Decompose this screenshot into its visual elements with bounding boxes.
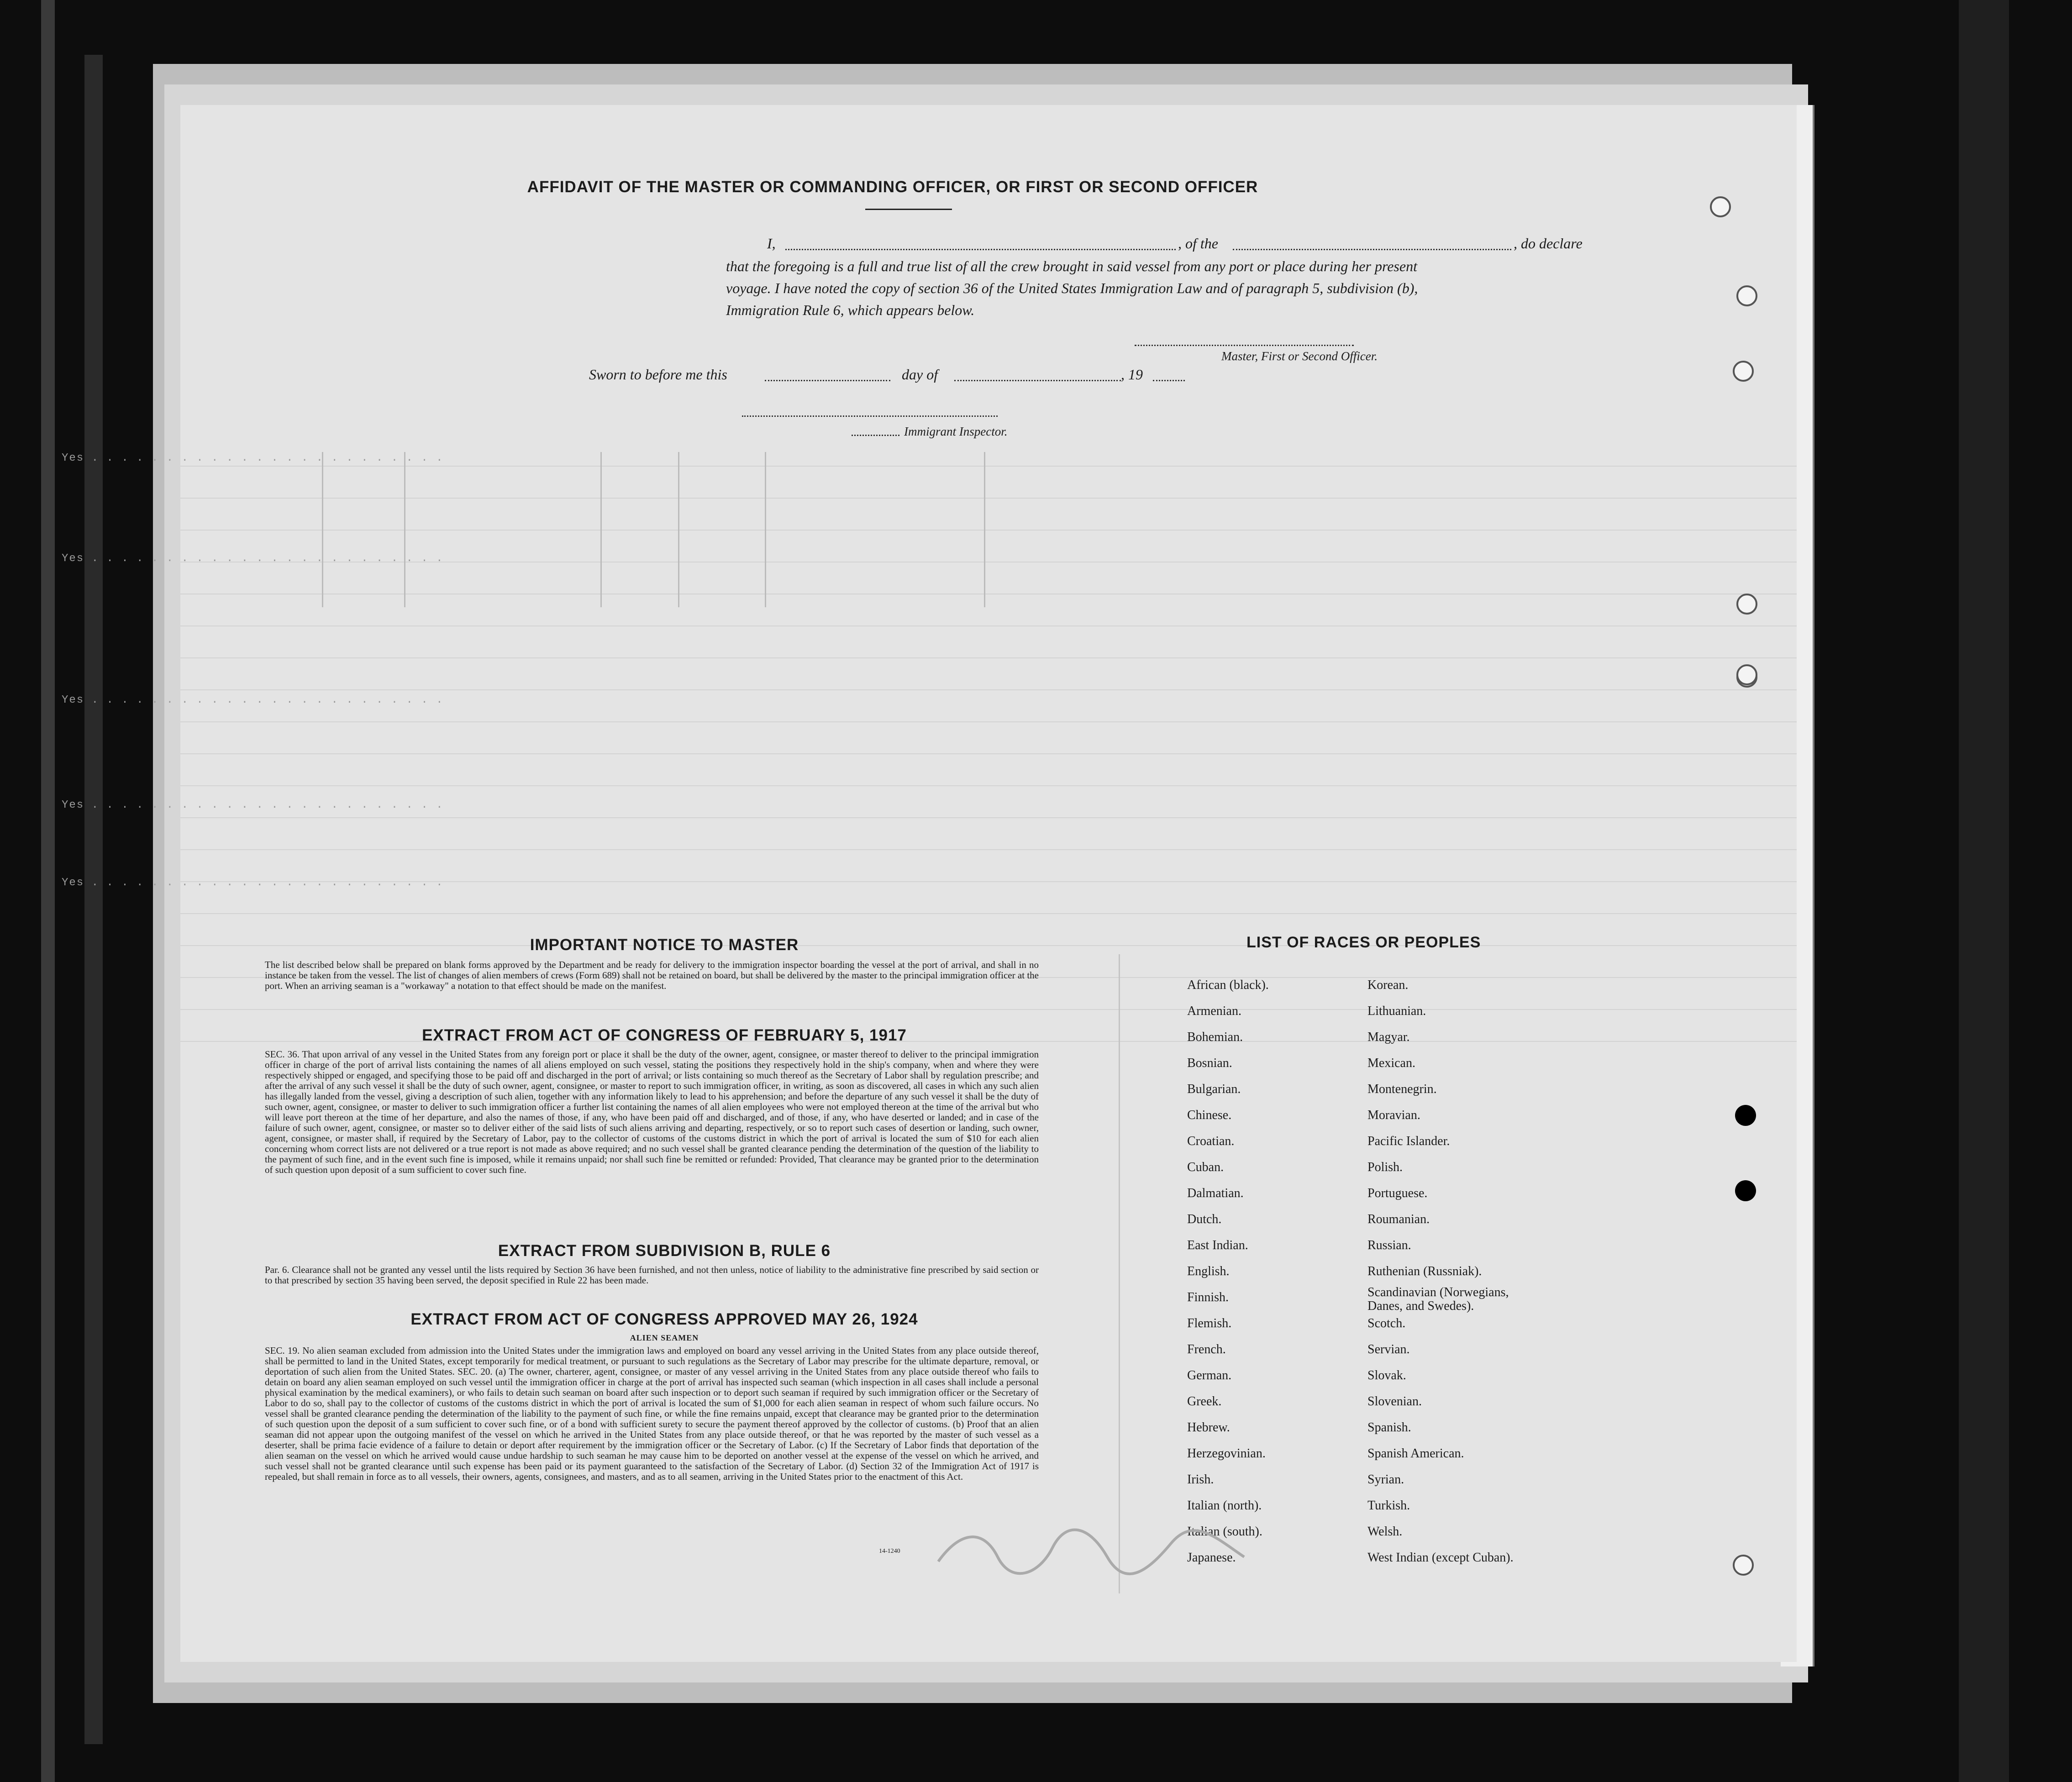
inspector-short-line [852, 435, 899, 436]
race-item: Russian. [1367, 1238, 1411, 1252]
punch-hole [1735, 1180, 1756, 1201]
ring-hole [1736, 285, 1757, 306]
inspector-signature-line [742, 415, 998, 417]
form-number: 14-1240 [879, 1548, 900, 1555]
ring-hole [1733, 361, 1754, 382]
race-item: Herzegovinian. [1187, 1446, 1266, 1461]
race-item: German. [1187, 1368, 1232, 1382]
race-item: English. [1187, 1264, 1230, 1278]
inspector-label: Immigrant Inspector. [904, 425, 1008, 438]
extract-1917-title: EXTRACT FROM ACT OF CONGRESS OF FEBRUARY 5, 1917 [422, 1026, 907, 1044]
bleed-through-row: Yes . . . . . . . . . . . . . . . . . . . . . . . . [62, 552, 444, 565]
race-item: Cuban. [1187, 1160, 1224, 1174]
race-item: Welsh. [1367, 1524, 1403, 1539]
race-item: Spanish. [1367, 1420, 1411, 1435]
extract-rule6-title: EXTRACT FROM SUBDIVISION B, RULE 6 [498, 1242, 831, 1260]
alien-seamen-subtitle: ALIEN SEAMEN [630, 1333, 699, 1342]
ruled-row [180, 785, 1797, 786]
ruled-row [180, 817, 1797, 818]
race-item: Finnish. [1187, 1290, 1229, 1304]
ring-hole [1736, 664, 1757, 685]
column-guide [984, 452, 985, 607]
affidavit-line-3: voyage. I have noted the copy of section 36 of the United States Immigration Law and of paragraph 5, subdivision (b), [726, 280, 1418, 296]
column-guide [765, 452, 766, 607]
film-edge-left-2 [84, 55, 103, 1744]
ruled-row [180, 1009, 1797, 1010]
column-guide [678, 452, 679, 607]
race-item: Syrian. [1367, 1472, 1404, 1487]
column-guide [600, 452, 602, 607]
race-item: East Indian. [1187, 1238, 1248, 1252]
race-item: Spanish American. [1367, 1446, 1464, 1461]
ruled-row [180, 721, 1797, 722]
race-item: Irish. [1187, 1472, 1214, 1487]
race-item: Lithuanian. [1367, 1004, 1426, 1018]
name-blank [785, 249, 1176, 250]
title-rule [865, 209, 952, 210]
race-item: Servian. [1367, 1342, 1410, 1356]
column-guide [322, 452, 323, 607]
race-item: Italian (south). [1187, 1524, 1262, 1539]
race-item: Dutch. [1187, 1212, 1222, 1226]
film-edge-right [1959, 0, 2009, 1782]
ring-hole [1736, 594, 1757, 615]
race-item: Slovak. [1367, 1368, 1406, 1382]
bleed-through-row: Yes . . . . . . . . . . . . . . . . . . . . . . . . [62, 877, 444, 889]
race-item: Magyar. [1367, 1030, 1410, 1044]
race-item: Polish. [1367, 1160, 1403, 1174]
race-item: Hebrew. [1187, 1420, 1230, 1435]
race-item: Roumanian. [1367, 1212, 1430, 1226]
ruled-row [180, 849, 1797, 850]
ruled-row [180, 530, 1797, 531]
race-item: Bosnian. [1187, 1056, 1232, 1070]
manifest-page: AFFIDAVIT OF THE MASTER OR COMMANDING OFFICER, OR FIRST OR SECOND OFFICER I, , of the , do declare that the foregoing is a full and true list of all the crew brought in said vessel from any port or place during her present voyage. I have noted the copy of section 36 of the United States Immigration Law and of paragraph 5, subdivision (b), Immigration Rule 6, which appears below. Master, First or Second Officer. Sworn to before me this day of , 19 Immigrant Inspector. Yes . . . . . . . . . . . . . . . . . . . . . . . . Yes . . . . . . . . . . . . . . . . . . . . . . . . Yes . . . . . . . . . . . . . . . . . . . . . . . . Yes . . . . . . . . . . . . . . . . . . . . . . . . Yes . . . . . . . . . . . . . . . . . . . . . . . . IMPORTANT NOTICE TO MASTER The list described below shall be prepared on blank forms approved by the Department and be ready for delivery to the immigration inspector boarding the vessel at the port of arrival, and shall in no instance be taken from the vessel. The list of changes of alien members of crews (Form 689) shall not be retained on board, but shall be delivered by the master to the principal immigration officer at the port. When an arriving seaman is a "workaway" a notation to that effect should be made on the manifest. EXTRACT FROM ACT OF CONGRESS OF FEBRUARY 5, 1917 SEC. 36. That upon arrival of any vessel in the United States from any foreign port or place it shall be the duty of the owner, agent, consignee, or master thereof to deliver to the principal immigration officer in charge of the port of arrival lists containing the names of all aliens employed on such vessel, stating the positions they respectively hold in the ship's company, when and where they were respectively shipped or engaged, and specifying those to be paid off and discharged in the port of arrival; or lists containing so much thereof as the Secretary of Labor shall by regulation prescribe; and after the arrival of any such vessel it shall be the duty of such owner, agent, consignee, or master to report to such immigration officer, in writing, as soon as discovered, all cases in which any such alien has illegally landed from the vessel, giving a description of such alien, together with any information likely to lead to his apprehension; and before the departure of any such vessel it shall be the duty of such owner, agent, consignee, or master to deliver to such immigration officer a further list containing the names of all alien employees who were not employed thereon at the time of the arrival but who will leave port thereon at the time of her departure, and also the names of those, if any, who have been paid off and discharged, and of those, if any, who have deserted or landed; and in case of the failure of such owner, agent, consignee, or master so to deliver either of the said lists of such aliens arriving and departing, respectively, or so to report such cases of desertion or landing, such owner, agent, consignee, or master shall, if required by the Secretary of Labor, pay to the collector of customs of the customs district in which the port of arrival is located the sum of $10 for each alien concerning whom correct lists are not delivered or a true report is not made as above required; and no such vessel shall be granted clearance pending the determination of the question of the liability to the payment of such fine, and in the event such fine is imposed, while it remains unpaid; nor shall such fine be remitted or refunded: Provided, That clearance may be granted prior to the determination of such question upon deposit of a sum sufficient to cover such fine. EXTRACT FROM SUBDIVISION B, RULE 6 Par. 6. Clearance shall not be granted any vessel until the lists required by Section 36 have been furnished, and not then unless, notice of liability to the administrative fine prescribed by said section or to that prescribed by section 35 having been served, the deposit specified in Rule 22 has been made. EXTRACT FROM ACT OF CONGRESS APPROVED MAY 26, 1924 ALIEN SEAMEN SEC. 19. No alien seaman excluded from admission into the United States under the immigration laws and employed on board any vessel arriving in the United States from any place outside thereof, shall be permitted to land in the United States, except temporarily for medical treatment, or pursuant to such regulations as the Secretary of Labor may prescribe for the ultimate departure, removal, or deportation of such alien from the United States. SEC. 20. (a) The owner, charterer, agent, consignee, or master of any vessel arriving in the United States from any place outside thereof who fails to detain on board any alien seaman employed on such vessel until the immigration officer in charge at the port of arrival has inspected such seaman (which inspection in all cases shall include a personal physical examination by the medical examiners), or who fails to detain such seaman on board after such inspection or to deport such seaman if required by such immigration officer or the Secretary of Labor to do so, shall pay to the collector of customs of the customs district in which the port of arrival is located the sum of $1,000 for each alien seaman in respect of whom such failure occurs. No vessel shall be granted clearance pending the determination of the liability to the payment of such fine, or while the fine remains unpaid, except that clearance may be granted prior to the determination of such question upon the deposit of a sum sufficient to cover such fine, or of a bond with sufficient surety to secure the payment thereof approved by the collector of customs. (b) Proof that an alien seaman did not appear upon the outgoing manifest of the vessel on which he arrived in the United States from any place outside thereof, or that he was reported by the master of such vessel as a deserter, shall be prima facie evidence of a failure to detain or deport after requirement by the immigration officer or the Secretary of Labor. (c) If the Secretary of Labor finds that deportation of the alien seaman on the vessel on which he arrived would cause undue hardship to such seaman he may cause him to be deported on another vessel at the expense of the vessel on which he arrived, and such vessel shall not be granted clearance until such expense has been paid or its payment guaranteed to the satisfaction of the Secretary of Labor. (d) Section 32 of the Immigration Act of 1917 is repealed, but shall remain in force as to all vessels, their owners, agents, consignees, and masters, and as to all seamen, arriving in the United States prior to the enactment of this Act. 14-1240 LIST OF RACES OR PEOPLES African (black). Armenian. Bohemian. Bosnian. Bulgarian. Chinese. Croatian. Cuban. Dalmatian. Dutch. East Indian. English. Finnish. Flemish. French. German. Greek. Hebrew. Herzegovinian. Irish. Italian (north). Italian (south). Japanese. Korean. Lithuanian. Magyar. Mexican. Montenegrin. Moravian. Pacific Islander. Polish. Portuguese. Roumanian. Russian. Ruthenian (Russniak). Scandinavian (Norwegians, Danes, and Swedes). Scotch. Servian. Slovak. Slovenian. Spanish. Spanish American. Syrian. Turkish. Welsh. West Indian (except Cuban). [180, 105, 1797, 1662]
extract-1917-body: SEC. 36. That upon arrival of any vessel in the United States from any foreign port or place it shall be the duty of the owner, agent, consignee, or master thereof to deliver to the principal immigration officer in charge of the port of arrival lists containing the names of all aliens employed on such vessel, stating the positions they respectively hold in the ship's company, when and where they were respectively shipped or engaged, and specifying those to be paid off and discharged in the port of arrival; or lists containing so much thereof as the Secretary of Labor shall by regulation prescribe; and after the arrival of any such vessel it shall be the duty of such owner, agent, consignee, or master to report to such immigration officer, in writing, as soon as discovered, all cases in which any such alien has illegally landed from the vessel, giving a description of such alien, together with any information likely to lead to his apprehension; and before the departure of any such vessel it shall be the duty of such owner, agent, consignee, or master to deliver to such immigration officer a further list containing the names of all alien employees who were not employed thereon at the time of the arrival but who will leave port thereon at the time of her departure, and also the names of those, if any, who have been paid off and discharged, and of those, if any, who have deserted or landed; and in case of the failure of such owner, agent, consignee, or master so to deliver either of the said lists of such aliens arriving and departing, respectively, or so to report such cases of desertion or landing, such owner, agent, consignee, or master shall, if required by the Secretary of Labor, pay to the collector of customs of the customs district in which the port of arrival is located the sum of $10 for each alien concerning whom correct lists are not delivered or a true report is not made as above required; and no such vessel shall be granted clearance pending the determination of the question of the liability to the payment of such fine, and in the event such fine is imposed, while it remains unpaid; nor shall such fine be remitted or refunded: Provided, That clearance may be granted prior to the determination of such question upon deposit of a sum sufficient to cover such fine. [265, 1049, 1039, 1175]
races-title: LIST OF RACES OR PEOPLES [1246, 934, 1481, 951]
bleed-through-row: Yes . . . . . . . . . . . . . . . . . . . . . . . . [62, 452, 444, 464]
ruled-row [180, 657, 1797, 658]
column-guide [1119, 954, 1120, 1593]
race-item: Slovenian. [1367, 1394, 1422, 1409]
affidavit-line-2: that the foregoing is a full and true list of all the crew brought in said vessel from any port or place during her present [726, 258, 1417, 274]
affidavit-title: AFFIDAVIT OF THE MASTER OR COMMANDING OFFICER, OR FIRST OR SECOND OFFICER [527, 178, 1258, 196]
race-item: Montenegrin. [1367, 1082, 1437, 1096]
ruled-row [180, 689, 1797, 690]
race-item: French. [1187, 1342, 1226, 1356]
race-item: Pacific Islander. [1367, 1134, 1450, 1148]
ruled-row [180, 913, 1797, 914]
master-label: Master, First or Second Officer. [1221, 349, 1378, 363]
bleed-through-row: Yes . . . . . . . . . . . . . . . . . . . . . . . . [62, 694, 444, 706]
ring-hole [1733, 1555, 1754, 1576]
race-item: Scotch. [1367, 1316, 1406, 1330]
race-item: Turkish. [1367, 1498, 1410, 1513]
bleed-through-row: Yes . . . . . . . . . . . . . . . . . . . . . . . . [62, 799, 444, 811]
sworn-day-blank [765, 380, 890, 381]
race-item: Scandinavian (Norwegians, Danes, and Swedes). [1367, 1285, 1509, 1313]
sworn-line: Sworn to before me this day of , 19 [589, 366, 1320, 387]
race-item: West Indian (except Cuban). [1367, 1551, 1514, 1565]
sworn-month-blank [954, 380, 1121, 381]
race-item: Ruthenian (Russniak). [1367, 1264, 1482, 1278]
master-signature-line [1135, 345, 1354, 346]
race-item: Flemish. [1187, 1316, 1232, 1330]
ruled-row [180, 753, 1797, 754]
race-item: Bulgarian. [1187, 1082, 1241, 1096]
notice-title: IMPORTANT NOTICE TO MASTER [530, 936, 799, 954]
affidavit-line-4: Immigration Rule 6, which appears below. [726, 302, 975, 318]
race-item: Armenian. [1187, 1004, 1241, 1018]
race-item: Mexican. [1367, 1056, 1415, 1070]
sworn-year-blank [1153, 380, 1185, 381]
ruled-row [180, 498, 1797, 499]
column-guide [404, 452, 405, 607]
race-item: Chinese. [1187, 1108, 1232, 1122]
race-item: Dalmatian. [1187, 1186, 1244, 1200]
race-item: African (black). [1187, 978, 1269, 992]
vessel-blank [1233, 249, 1511, 250]
signature-bleed-through [934, 1511, 1253, 1584]
race-item: Croatian. [1187, 1134, 1235, 1148]
race-item: Portuguese. [1367, 1186, 1428, 1200]
extract-rule6-body: Par. 6. Clearance shall not be granted any vessel until the lists required by Section 36 have been furnished, and not then unless, notice of liability to the administrative fine prescribed by said section or to that prescribed by section 35 having been served, the deposit specified in Rule 22 has been made. [265, 1264, 1039, 1286]
race-item: Greek. [1187, 1394, 1222, 1409]
extract-1924-title: EXTRACT FROM ACT OF CONGRESS APPROVED MAY 26, 1924 [410, 1310, 918, 1328]
punch-hole [1735, 1105, 1756, 1126]
notice-body: The list described below shall be prepared on blank forms approved by the Department and be ready for delivery to the immigration inspector boarding the vessel at the port of arrival, and shall in no instance be taken from the vessel. The list of changes of alien members of crews (Form 689) shall not be retained on board, but shall be delivered by the master to the principal immigration officer at the port. When an arriving seaman is a "workaway" a notation to that effect should be made on the manifest. [265, 959, 1039, 991]
ring-hole [1710, 196, 1731, 217]
race-item: Korean. [1367, 978, 1409, 992]
race-item: Moravian. [1367, 1108, 1420, 1122]
race-item: Bohemian. [1187, 1030, 1243, 1044]
race-item: Japanese. [1187, 1551, 1236, 1565]
ruled-row [180, 466, 1797, 467]
film-edge-left [41, 0, 55, 1782]
extract-1924-body: SEC. 19. No alien seaman excluded from admission into the United States under the immigration laws and employed on board any vessel arriving in the United States from any place outside thereof, shall be permitted to land in the United States, except temporarily for medical treatment, or pursuant to such regulations as the Secretary of Labor may prescribe for the ultimate departure, removal, or deportation of such alien from the United States. SEC. 20. (a) The owner, charterer, agent, consignee, or master of any vessel arriving in the United States from any place outside thereof who fails to detain on board any alien seaman employed on such vessel until the immigration officer in charge at the port of arrival has inspected such seaman (which inspection in all cases shall include a personal physical examination by the medical examiners), or who fails to detain such seaman on board after such inspection or to deport such seaman if required by such immigration officer or the Secretary of Labor to do so, shall pay to the collector of customs of the customs district in which the port of arrival is located the sum of $1,000 for each alien seaman in respect of whom such failure occurs. No vessel shall be granted clearance pending the determination of the liability to the payment of such fine, or while the fine remains unpaid, except that clearance may be granted prior to the determination of such question upon the deposit of a sum sufficient to cover such fine, or of a bond with sufficient surety to secure the payment thereof approved by the collector of customs. (b) Proof that an alien seaman did not appear upon the outgoing manifest of the vessel on which he arrived in the United States from any place outside thereof, or that he was reported by the master of such vessel as a deserter, shall be prima facie evidence of a failure to detain or deport after requirement by the immigration officer or the Secretary of Labor. (c) If the Secretary of Labor finds that deportation of the alien seaman on the vessel on which he arrived would cause undue hardship to such seaman he may cause him to be deported on another vessel at the expense of the vessel on which he arrived, and such vessel shall not be granted clearance until such expense has been paid or its payment guaranteed to the satisfaction of the Secretary of Labor. (d) Section 32 of the Immigration Act of 1917 is repealed, but shall remain in force as to all vessels, their owners, agents, consignees, and masters, and as to all seamen, arriving in the United States prior to the enactment of this Act. [265, 1345, 1039, 1482]
race-item: Italian (north). [1187, 1498, 1262, 1513]
